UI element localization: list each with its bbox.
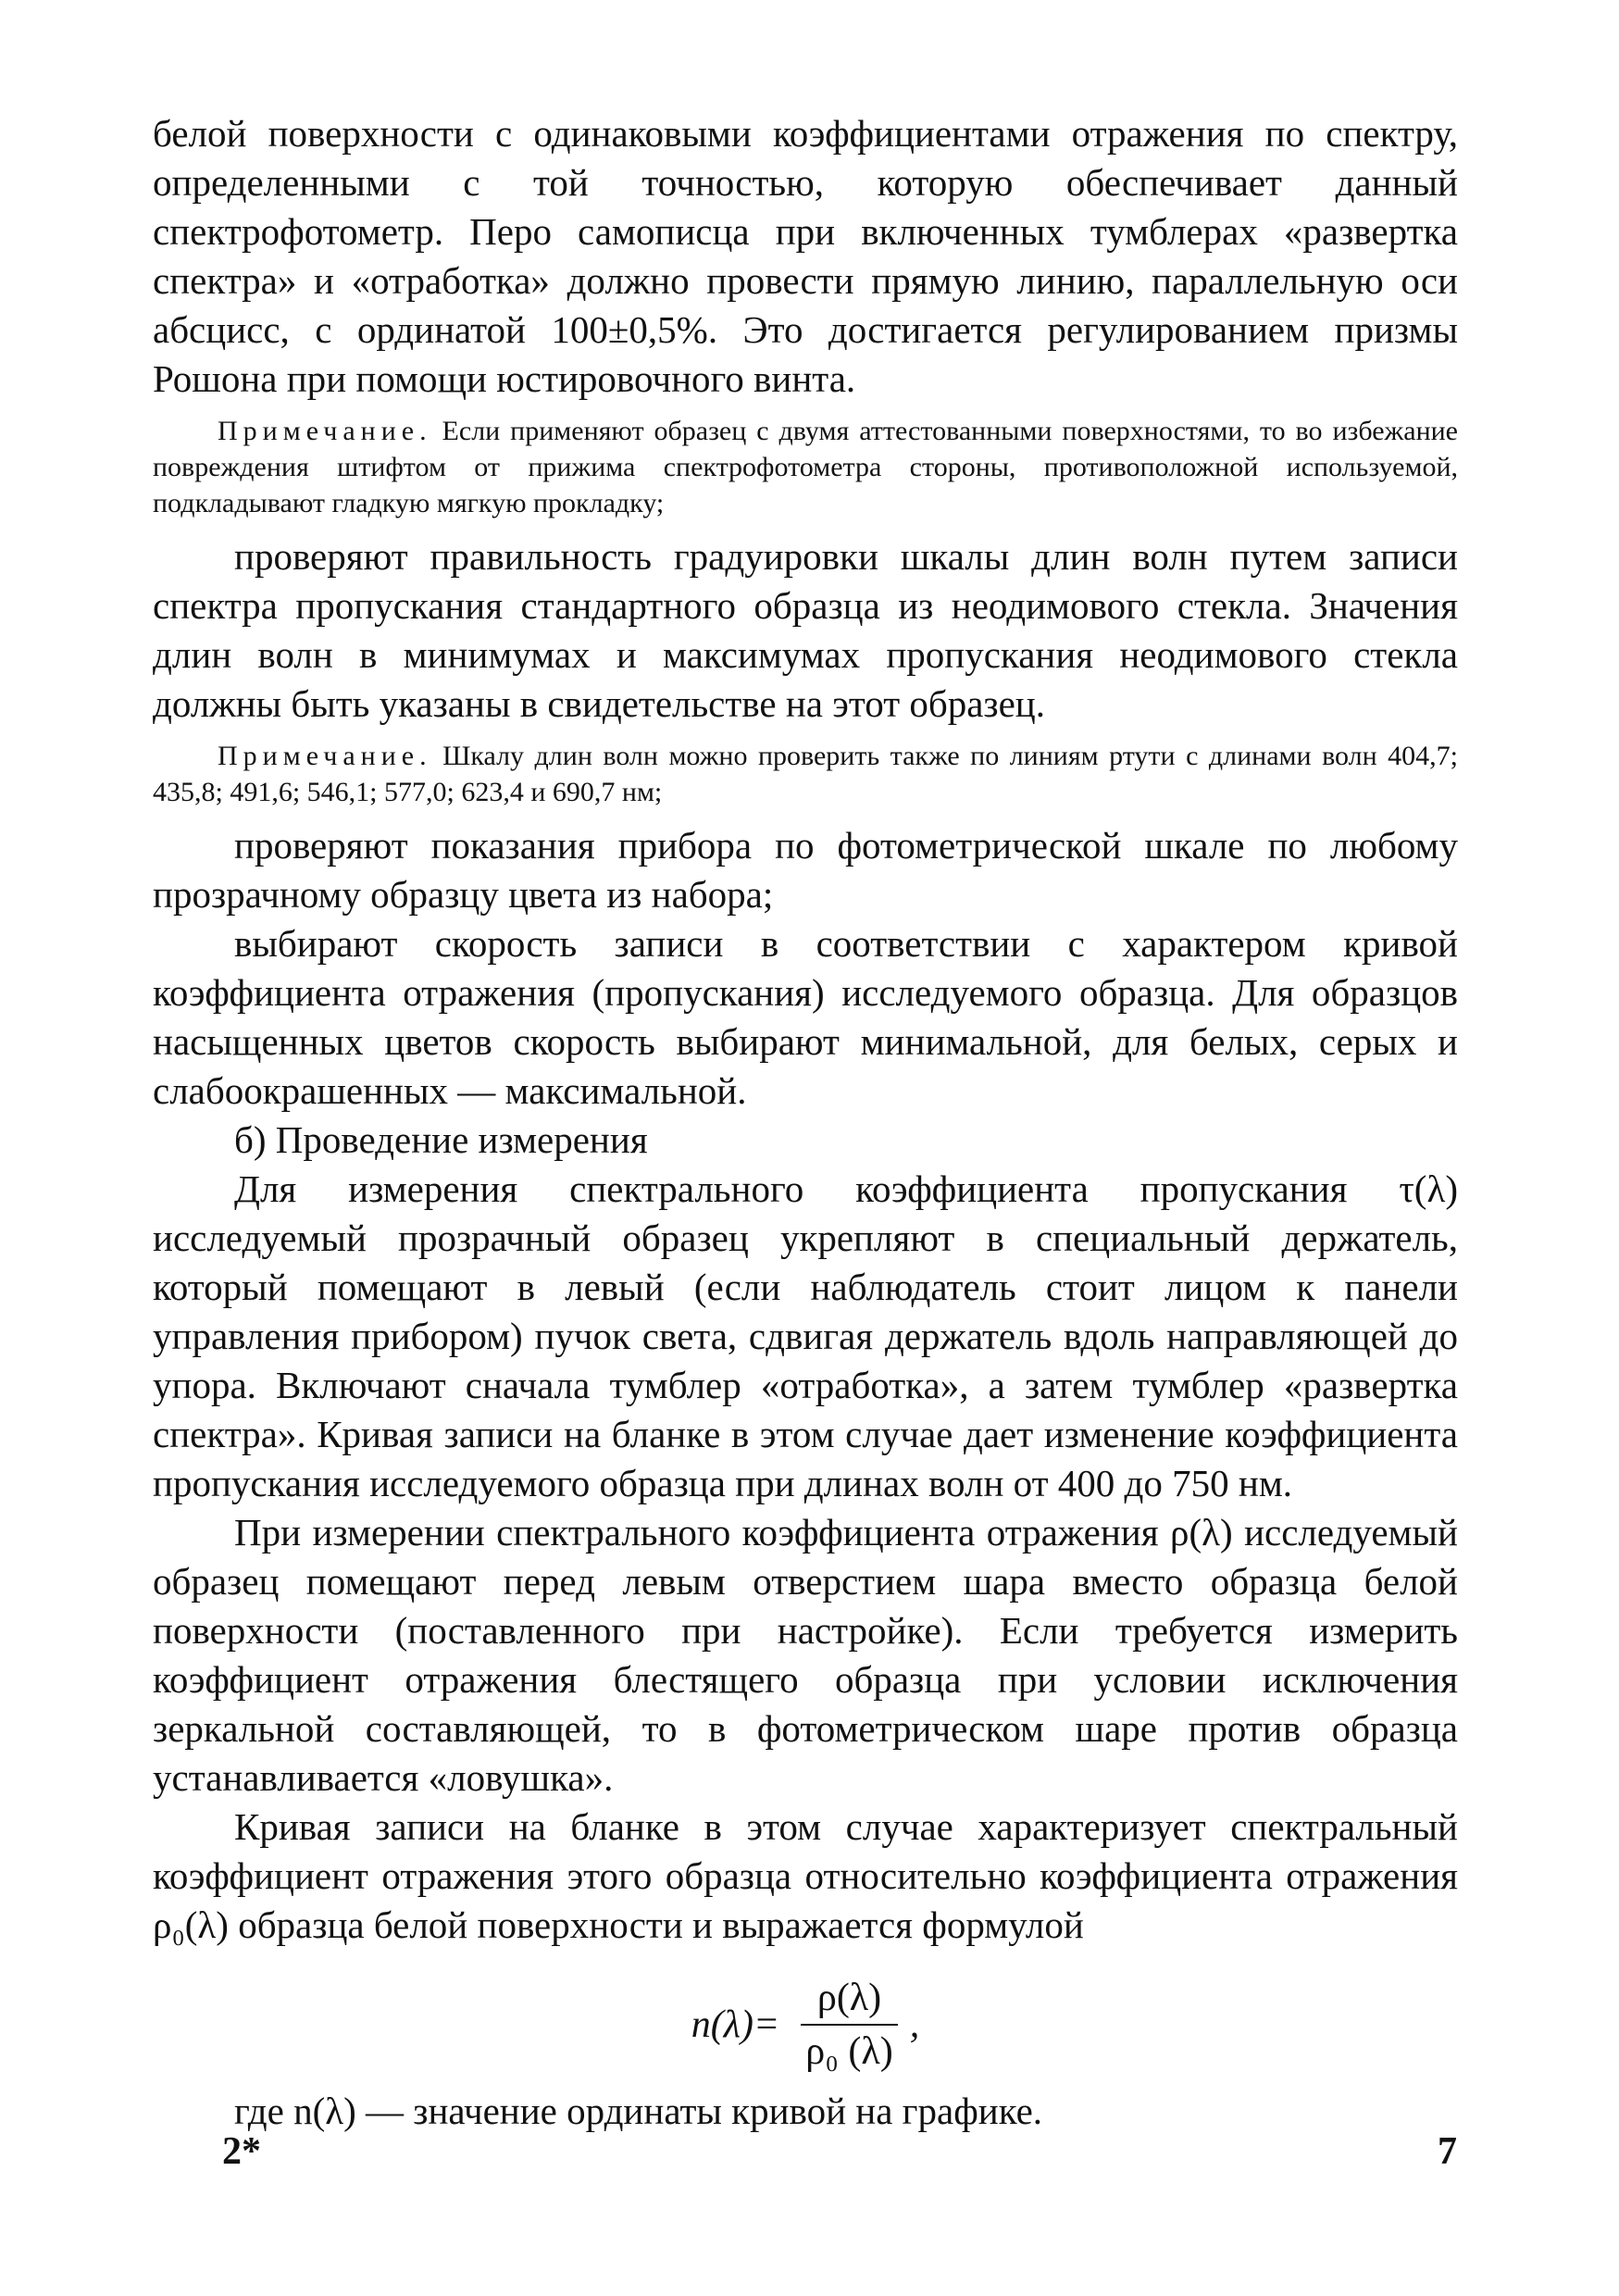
note-2-text: Шкалу длин волн можно проверить также по линиям ртути с длинами волн 404,7; 435,8; 491,6; 546,1; 577,0; 623,4 и 690,7 нм; <box>153 741 1458 807</box>
formula <box>153 1976 1458 2074</box>
note-2 <box>153 738 1458 810</box>
formula-denominator: ρ₀ (λ) <box>805 2030 893 2073</box>
paragraph-7: Кривая записи на бланке в этом случае характеризует спектральный коэффициент отражения этого образца относительно коэффициента отражения ρ₀(λ) образца белой поверхности и выражается формулой <box>153 1805 1458 1946</box>
section-heading: б) Проведение измерения <box>234 1118 648 1161</box>
page-number: 7 <box>1438 2130 1457 2173</box>
paragraph-1: белой поверхности с одинаковыми коэффициентами отражения по спектру, определенными с той точностью, которую обеспечивает данный спектрофотометр. Перо самописца при включенных тумблерах «развертка спектра» и «отработка» должно провести прямую линию, параллельную оси абсцисс, с ординатой 100±0,5%. Это достигается регулированием призмы Рошона при помощи юстировочного винта. <box>153 112 1458 400</box>
paragraph-3: проверяют показания прибора по фотометрической шкале по любому прозрачному образцу цвета из набора; <box>153 824 1458 916</box>
page-footer <box>222 2129 1457 2174</box>
note-1-label: Примечание. <box>218 416 432 446</box>
formula-comma: , <box>909 2003 920 2046</box>
note-1 <box>153 413 1458 521</box>
paragraph-6: При измерении спектрального коэффициента отражения ρ(λ) исследуемый образец помещают перед левым отверстием шара вместо образца белой поверхности (поставленного при настройке). Если требуется измерить коэффициент отражения блестящего образца при условии исключения зеркальной составляющей, то в фотометрическом шаре против образца устанавливается «ловушка». <box>153 1511 1458 1799</box>
signature-mark: 2* <box>222 2130 261 2173</box>
paragraph-5: Для измерения спектрального коэффициента пропускания τ(λ) исследуемый прозрачный образец укрепляют в специальный держатель, который помещают в левый (если наблюдатель стоит лицом к панели управления прибором) пучок света, сдвигая держатель вдоль направляющей до упора. Включают сначала тумблер «отработка», а затем тумблер «развертка спектра». Кривая записи на бланке в этом случае дает изменение коэффициента пропускания исследуемого образца при длинах волн от 400 до 750 нм. <box>153 1167 1458 1504</box>
formula-lhs: n(λ)= <box>691 2003 780 2046</box>
formula-fraction <box>789 1976 909 2074</box>
paragraph-4: выбирают скорость записи в соответствии с характером кривой коэффициента отражения (пропускания) исследуемого образца. Для образцов насыщенных цветов скорость выбирают минимальной, для белых, серых и слабоокрашенных — максимальной. <box>153 922 1458 1112</box>
note-2-label: Примечание. <box>218 741 432 771</box>
formula-numerator: ρ(λ) <box>801 1976 898 2026</box>
paragraph-2: проверяют правильность градуировки шкалы длин волн путем записи спектра пропускания стандартного образца из неодимового стекла. Значения длин волн в минимумах и максимумах пропускания неодимового стекла должны быть указаны в свидетельстве на этот образец. <box>153 535 1458 725</box>
paragraph-8: где n(λ) — значение ординаты кривой на графике. <box>234 2090 1043 2132</box>
note-1-text: Если применяют образец с двумя аттестованными поверхностями, то во избежание повреждения штифтом от прижима спектрофотометра стороны, противоположной используемой, подкладывают гладкую мягкую прокладку; <box>153 416 1458 518</box>
page-body <box>153 109 1458 2136</box>
